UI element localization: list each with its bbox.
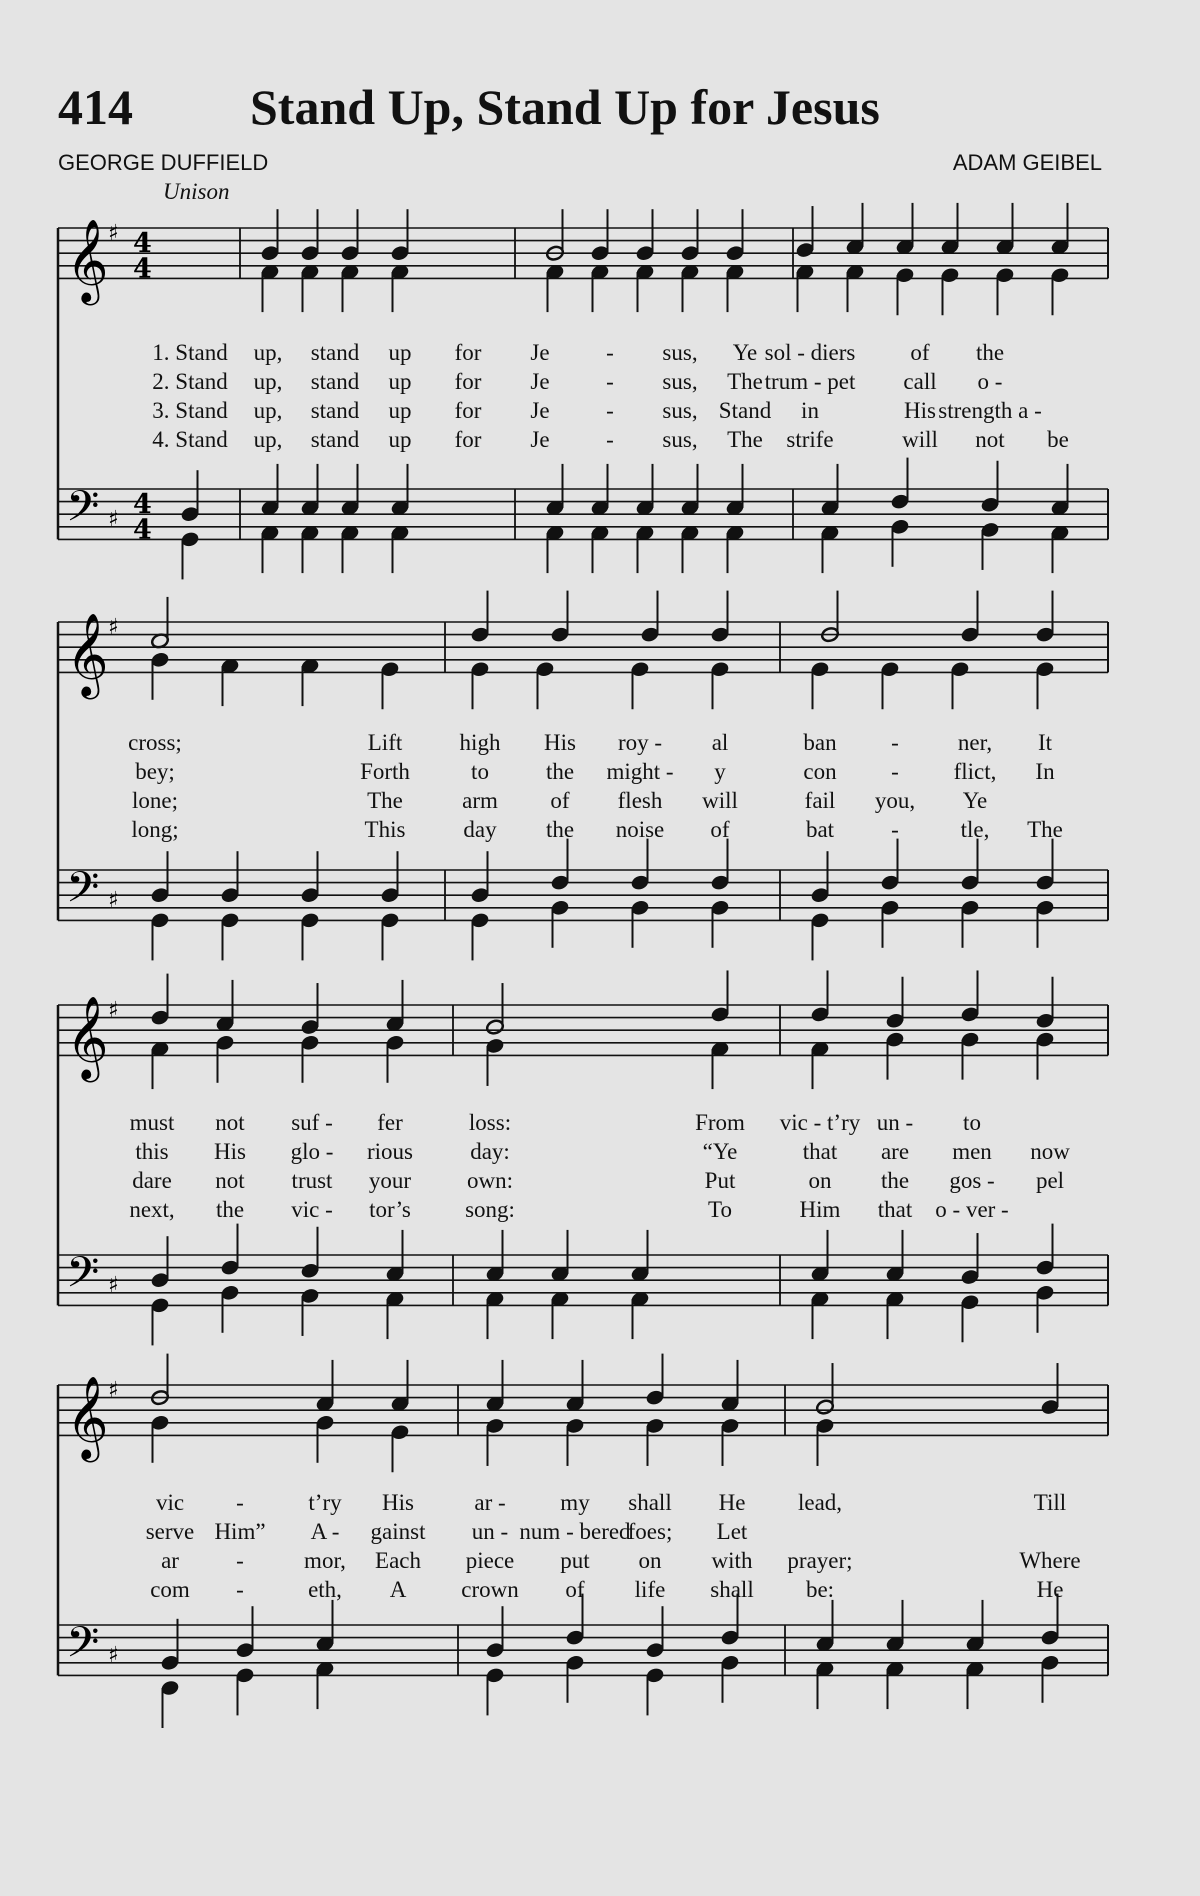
- lyric-syllable: A -: [310, 1519, 340, 1544]
- lyric-syllable: trust: [291, 1168, 333, 1193]
- sharp-icon: ♯: [108, 507, 119, 533]
- note-head: [965, 1600, 984, 1652]
- lyric-syllable: the: [215, 1197, 245, 1222]
- lyric-syllable: com: [150, 1577, 190, 1602]
- lyric-syllable: The: [367, 788, 403, 813]
- lyric-syllable: vic - t’ry: [779, 1110, 861, 1135]
- sharp-icon: ♯: [108, 1643, 119, 1669]
- lyric-syllable: He: [718, 1490, 746, 1515]
- lyric-syllable: gos -: [949, 1168, 995, 1193]
- lyric-syllable: up,: [253, 427, 283, 452]
- lyric-syllable: you,: [874, 788, 916, 813]
- note-head: [720, 1418, 739, 1466]
- note-head: [885, 1600, 904, 1652]
- performance-instruction: Unison: [163, 179, 230, 204]
- lyric-syllable: this: [135, 1139, 169, 1164]
- hymn-title: Stand Up, Stand Up for Jesus: [250, 79, 880, 135]
- lyric-syllable: This: [364, 817, 406, 842]
- lyric-syllable: Ye: [732, 340, 758, 365]
- lyric-syllable: long;: [131, 817, 179, 842]
- note-head: [815, 1418, 834, 1466]
- lyric-syllable: the: [545, 759, 575, 784]
- lyric-syllable: sus,: [662, 340, 698, 365]
- lyric-syllable: to: [471, 759, 489, 784]
- note-head: [150, 1414, 169, 1462]
- lyric-syllable: Stand: [718, 398, 772, 423]
- lyric-syllable: sol - diers: [764, 340, 856, 365]
- lyric-syllable: shall: [628, 1490, 672, 1515]
- lyric-syllable: not: [215, 1110, 245, 1135]
- time-signature-numerator: 4: [133, 489, 152, 521]
- lyric-syllable: day: [463, 817, 497, 842]
- lyric-syllable: sus,: [662, 398, 698, 423]
- lyric-syllable: Je: [530, 427, 550, 452]
- note-head: [160, 1619, 179, 1671]
- note-head: [1040, 1654, 1059, 1702]
- bass-clef-icon: 𝄢: [66, 862, 100, 923]
- lyric-syllable: in: [801, 398, 819, 423]
- lyric-syllable: Him”: [214, 1519, 266, 1544]
- lyric-syllable: your: [368, 1168, 412, 1193]
- lyric-syllable: Ye: [962, 788, 988, 813]
- lyric-syllable: call: [903, 369, 937, 394]
- note-head: [235, 1667, 254, 1715]
- note-head: [645, 1667, 664, 1715]
- note-head: [815, 1600, 834, 1652]
- lyric-syllable: Je: [530, 340, 550, 365]
- lyric-syllable: -: [606, 398, 614, 423]
- note-head: [315, 1600, 334, 1652]
- lyric-syllable: be: [1047, 427, 1069, 452]
- lyric-syllable: my: [560, 1490, 590, 1515]
- lyric-syllable: of: [910, 340, 930, 365]
- lyric-syllable: un -: [471, 1519, 509, 1544]
- lyric-syllable: num - bered: [519, 1519, 631, 1544]
- lyric-syllable: 1. Stand: [152, 340, 228, 365]
- note-head: [160, 1680, 179, 1728]
- lyric-syllable: are: [880, 1139, 910, 1164]
- note-head: [565, 1418, 584, 1466]
- lyric-syllable: bat: [805, 817, 835, 842]
- lyric-syllable: eth,: [308, 1577, 342, 1602]
- note-head: [720, 1360, 739, 1412]
- note-head: [485, 1606, 504, 1658]
- lyric-syllable: al: [711, 730, 729, 755]
- lyric-syllable: Let: [716, 1519, 748, 1544]
- lyric-syllable: It: [1037, 730, 1053, 755]
- note-head: [645, 1606, 664, 1658]
- lyric-syllable: life: [634, 1577, 666, 1602]
- lyric-syllable: arm: [462, 788, 498, 813]
- lyric-syllable: shall: [710, 1577, 754, 1602]
- lyric-syllable: tle,: [960, 817, 990, 842]
- note-head: [565, 1360, 584, 1412]
- note-head: [235, 1606, 254, 1658]
- treble-clef-icon: 𝄞: [66, 994, 109, 1079]
- lyric-syllable: the: [545, 817, 575, 842]
- lyric-syllable: Where: [1019, 1548, 1081, 1573]
- lyric-syllable: up,: [253, 369, 283, 394]
- lyric-syllable: will: [902, 427, 938, 452]
- bass-clef-icon: 𝄢: [66, 481, 100, 542]
- note-head: [315, 1360, 334, 1412]
- lyric-syllable: loss:: [468, 1110, 512, 1135]
- lyric-syllable: pel: [1035, 1168, 1065, 1193]
- lyric-syllable: flict,: [953, 759, 997, 784]
- lyric-syllable: o -: [977, 369, 1003, 394]
- lyric-syllable: His: [214, 1139, 246, 1164]
- lyric-syllable: His: [382, 1490, 414, 1515]
- note-head: [565, 1654, 584, 1702]
- lyric-syllable: Till: [1033, 1490, 1067, 1515]
- note-head: [720, 1654, 739, 1702]
- lyric-syllable: high: [459, 730, 501, 755]
- lyric-syllable: Each: [375, 1548, 421, 1573]
- lyric-syllable: -: [236, 1548, 244, 1573]
- lyric-syllable: Je: [530, 398, 550, 423]
- note-head: [815, 1661, 834, 1709]
- lyric-syllable: of: [565, 1577, 585, 1602]
- lyric-syllable: -: [891, 759, 899, 784]
- lyric-syllable: now: [1030, 1139, 1070, 1164]
- lyric-syllable: His: [904, 398, 936, 423]
- lyric-syllable: flesh: [617, 788, 663, 813]
- lyric-syllable: piece: [465, 1548, 515, 1573]
- lyric-syllable: for: [454, 340, 482, 365]
- lyric-syllable: with: [711, 1548, 753, 1573]
- note-head: [315, 1414, 334, 1462]
- note-head: [315, 1661, 334, 1709]
- lyric-syllable: Lift: [367, 730, 403, 755]
- lyric-syllable: fer: [377, 1110, 403, 1135]
- lyric-syllable: cross;: [128, 730, 182, 755]
- note-head: [815, 1363, 834, 1415]
- note-head: [965, 1661, 984, 1709]
- lyric-syllable: His: [544, 730, 576, 755]
- lyric-syllable: -: [606, 369, 614, 394]
- sharp-icon: ♯: [108, 998, 119, 1023]
- lyric-syllable: for: [454, 427, 482, 452]
- lyric-syllable: -: [606, 427, 614, 452]
- lyric-syllable: mor,: [304, 1548, 346, 1573]
- lyric-syllable: 2. Stand: [152, 369, 228, 394]
- lyric-syllable: ar: [161, 1548, 179, 1573]
- lyric-syllable: Forth: [360, 759, 410, 784]
- lyric-syllable: sus,: [662, 427, 698, 452]
- lyric-syllable: From: [695, 1110, 745, 1135]
- lyric-syllable: crown: [461, 1577, 519, 1602]
- lyric-syllable: bey;: [135, 759, 175, 784]
- lyric-syllable: -: [891, 730, 899, 755]
- sharp-icon: ♯: [108, 1378, 119, 1403]
- sharp-icon: ♯: [108, 888, 119, 914]
- lyric-syllable: day:: [470, 1139, 510, 1164]
- note-head: [1040, 1363, 1059, 1415]
- lyric-syllable: To: [708, 1197, 732, 1222]
- lyric-syllable: The: [727, 369, 763, 394]
- lyric-syllable: ar -: [474, 1490, 506, 1515]
- lyric-syllable: will: [702, 788, 738, 813]
- note-head: [485, 1667, 504, 1715]
- lyric-syllable: must: [129, 1110, 175, 1135]
- lyric-syllable: Him: [799, 1197, 841, 1222]
- note-head: [390, 1360, 409, 1412]
- lyric-syllable: the: [975, 340, 1005, 365]
- lyric-syllable: the: [880, 1168, 910, 1193]
- lyric-syllable: up,: [253, 340, 283, 365]
- lyric-syllable: Je: [530, 369, 550, 394]
- lyric-syllable: that: [802, 1139, 838, 1164]
- hymn-number: 414: [58, 79, 133, 135]
- sharp-icon: ♯: [108, 615, 119, 640]
- lyric-syllable: The: [727, 427, 763, 452]
- lyric-syllable: sus,: [662, 369, 698, 394]
- lyric-syllable: stand: [310, 398, 360, 423]
- lyric-syllable: fail: [804, 788, 836, 813]
- time-signature-denominator: 4: [133, 514, 152, 546]
- lyric-syllable: un -: [876, 1110, 914, 1135]
- lyric-syllable: -: [606, 340, 614, 365]
- lyric-syllable: to: [963, 1110, 981, 1135]
- lyric-syllable: noise: [615, 817, 665, 842]
- treble-clef-icon: 𝄞: [66, 217, 109, 302]
- lyric-syllable: men: [952, 1139, 992, 1164]
- lyric-syllable: not: [215, 1168, 245, 1193]
- lyric-syllable: might -: [606, 759, 674, 784]
- lyric-syllable: stand: [310, 427, 360, 452]
- lyric-syllable: stand: [310, 369, 360, 394]
- lyric-syllable: y: [714, 759, 726, 784]
- lyric-syllable: suf -: [291, 1110, 333, 1135]
- lyric-syllable: vic: [155, 1490, 185, 1515]
- words-credit: GEORGE DUFFIELD: [58, 150, 269, 175]
- lyric-syllable: that: [877, 1197, 913, 1222]
- lyric-syllable: In: [1035, 759, 1055, 784]
- lyric-syllable: The: [1027, 817, 1063, 842]
- sharp-icon: ♯: [108, 1273, 119, 1299]
- lyric-syllable: A: [389, 1577, 407, 1602]
- bass-clef-icon: 𝄢: [66, 1617, 100, 1678]
- note-head: [485, 1360, 504, 1412]
- sharp-icon: ♯: [108, 221, 119, 246]
- lyric-syllable: up: [388, 340, 412, 365]
- lyric-syllable: not: [975, 427, 1005, 452]
- lyric-syllable: up: [388, 398, 412, 423]
- note-head: [390, 1424, 409, 1472]
- lyric-syllable: strength a -: [938, 398, 1042, 423]
- lyric-syllable: vic -: [291, 1197, 333, 1222]
- treble-staff: [58, 1354, 1108, 1473]
- lyric-syllable: Put: [704, 1168, 736, 1193]
- time-signature-denominator: 4: [133, 253, 152, 285]
- lyric-syllable: dare: [132, 1168, 172, 1193]
- lyric-syllable: -: [236, 1490, 244, 1515]
- lyric-syllable: t’ry: [308, 1490, 342, 1515]
- lyric-syllable: ban: [803, 730, 837, 755]
- lyric-syllable: 3. Stand: [152, 398, 228, 423]
- lyric-syllable: own:: [467, 1168, 513, 1193]
- lyric-syllable: on: [808, 1168, 832, 1193]
- lyric-syllable: of: [710, 817, 730, 842]
- lyric-syllable: foes;: [627, 1519, 673, 1544]
- lyric-syllable: prayer;: [787, 1548, 853, 1573]
- lyric-syllable: glo -: [290, 1139, 334, 1164]
- music-credit: ADAM GEIBEL: [952, 150, 1102, 175]
- lyric-syllable: next,: [129, 1197, 175, 1222]
- lyric-syllable: on: [638, 1548, 662, 1573]
- lyric-syllable: lone;: [132, 788, 178, 813]
- lyric-syllable: ner,: [957, 730, 993, 755]
- treble-clef-icon: 𝄞: [66, 1374, 109, 1459]
- lyric-syllable: rious: [367, 1139, 413, 1164]
- time-signature-numerator: 4: [133, 228, 152, 260]
- lyric-syllable: for: [454, 369, 482, 394]
- lyric-syllable: roy -: [617, 730, 663, 755]
- lyric-syllable: “Ye: [702, 1139, 738, 1164]
- note-head: [645, 1354, 664, 1406]
- lyric-syllable: be:: [805, 1577, 835, 1602]
- lyric-syllable: tor’s: [369, 1197, 411, 1222]
- lyric-syllable: up: [388, 369, 412, 394]
- lyric-syllable: He: [1036, 1577, 1064, 1602]
- lyric-syllable: song:: [465, 1197, 515, 1222]
- lyric-syllable: con: [803, 759, 837, 784]
- lyric-syllable: trum - pet: [764, 369, 856, 394]
- lyric-syllable: strife: [786, 427, 834, 452]
- lyric-syllable: -: [891, 817, 899, 842]
- lyric-syllable: -: [236, 1577, 244, 1602]
- lyric-syllable: serve: [145, 1519, 195, 1544]
- lyric-syllable: up,: [253, 398, 283, 423]
- lyric-syllable: put: [560, 1548, 590, 1573]
- lyric-syllable: of: [550, 788, 570, 813]
- treble-clef-icon: 𝄞: [66, 611, 109, 696]
- bass-clef-icon: 𝄢: [66, 1247, 100, 1308]
- bass-staff: [58, 1594, 1108, 1728]
- lyric-syllable: stand: [310, 340, 360, 365]
- lyric-syllable: gainst: [370, 1519, 426, 1544]
- lyric-syllable: for: [454, 398, 482, 423]
- note-head: [485, 1418, 504, 1466]
- lyric-syllable: lead,: [797, 1490, 843, 1515]
- lyric-syllable: o - ver -: [935, 1197, 1009, 1222]
- note-head: [885, 1661, 904, 1709]
- lyric-syllable: 4. Stand: [152, 427, 228, 452]
- lyric-syllable: up: [388, 427, 412, 452]
- note-head: [645, 1418, 664, 1466]
